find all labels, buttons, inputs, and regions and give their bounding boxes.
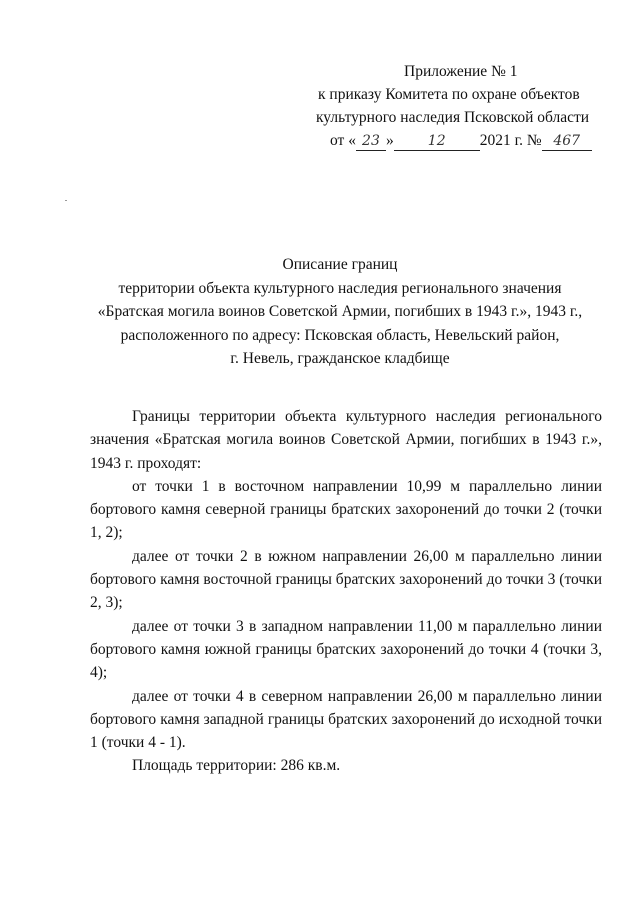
intro-paragraph: Границы территории объекта культурного наследия регионального значения «Братская могила воинов Советской Армии, погибших в 1943 г.», 1943 г. проходят: xyxy=(90,408,602,472)
appendix-number: Приложение № 1 xyxy=(404,63,518,80)
appendix-date-line xyxy=(300,129,620,152)
date-quote-close: » xyxy=(385,132,394,149)
title-line-1: Описание границ xyxy=(282,256,398,273)
document-title xyxy=(80,253,600,371)
appendix-order-line: к приказу Комитета по охране объектов xyxy=(318,86,580,103)
appendix-header xyxy=(300,60,620,152)
date-prefix: от « xyxy=(330,132,356,149)
date-year-text: 2021 г. № xyxy=(479,132,542,149)
document-body xyxy=(90,405,602,778)
boundary-segment-4: далее от точки 4 в северном направлении 26,00 м параллельно линии бортового камня западной границы братских захоронений до исходной точки 1 (точки 4 - 1). xyxy=(90,687,602,752)
boundary-segment-3: далее от точки 3 в западном направлении 11,00 м параллельно линии бортового камня южной границы братских захоронений до точки 4 (точки 3, 4); xyxy=(90,617,602,682)
date-day-handwritten: 23 xyxy=(356,132,386,151)
date-month-handwritten: 12 xyxy=(394,132,480,151)
scan-speck xyxy=(65,200,67,201)
title-line-3: «Братская могила воинов Советской Армии, погибших в 1943 г.», 1943 г., xyxy=(97,303,583,320)
area-statement: Площадь территории: 286 кв.м. xyxy=(132,757,341,775)
appendix-committee-line: культурного наследия Псковской области xyxy=(316,109,590,126)
boundary-segment-2: далее от точки 2 в южном направлении 26,00 м параллельно линии бортового камня восточной границы братских захоронений до точки 3 (точки 2, 3); xyxy=(90,547,602,612)
title-line-2: территории объекта культурного наследия регионального значения xyxy=(118,279,562,297)
title-line-4: расположенного по адресу: Псковская область, Невельский район, xyxy=(120,326,560,344)
order-number-handwritten: 467 xyxy=(542,132,592,151)
title-line-5: г. Невель, гражданское кладбище xyxy=(230,350,450,367)
boundary-segment-1: от точки 1 в восточном направлении 10,99 м параллельно линии бортового камня северной границы братских захоронений до точки 2 (точки 1, 2); xyxy=(90,477,602,542)
